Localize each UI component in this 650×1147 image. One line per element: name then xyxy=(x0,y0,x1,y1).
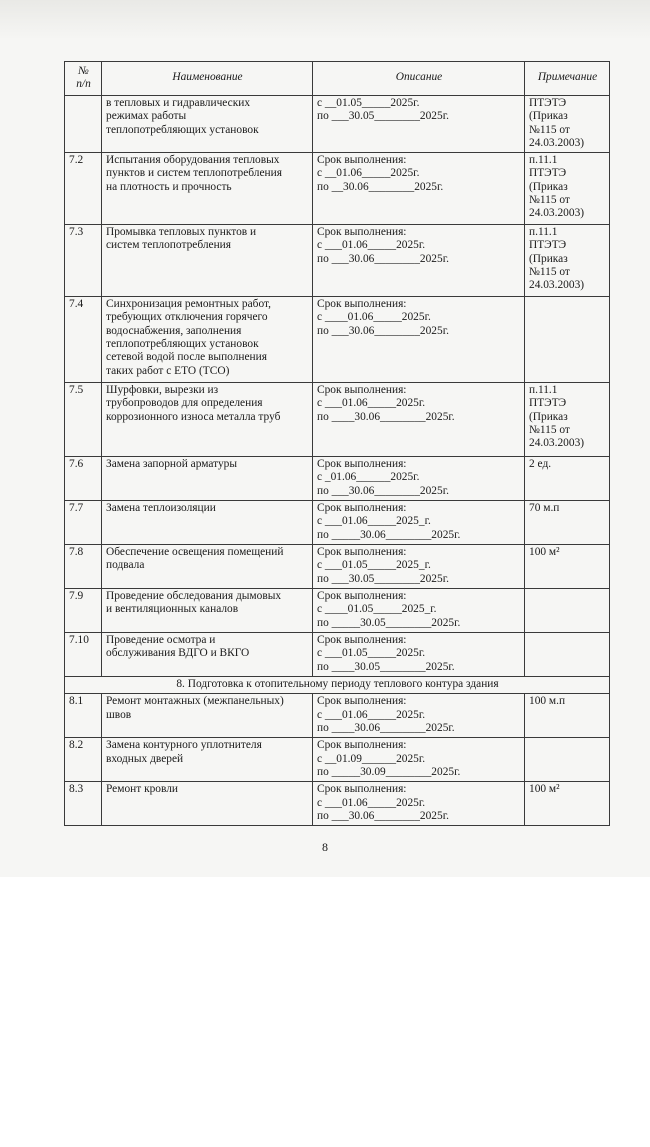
row-number: 7.6 xyxy=(65,457,102,501)
cell-text-line: с ___01.06_____2025_г. xyxy=(317,515,431,528)
cell-text-line: (Приказ xyxy=(529,410,568,423)
row-number: 8.1 xyxy=(65,694,102,738)
table-row xyxy=(65,225,610,297)
row-name xyxy=(102,297,313,383)
row-number: 7.7 xyxy=(65,501,102,545)
table-row xyxy=(65,738,610,782)
cell-text-line: №115 от xyxy=(529,123,570,136)
cell-text-line: Испытания оборудования тепловых xyxy=(106,154,280,167)
cell-text-line: по ___30.05________2025г. xyxy=(317,572,449,585)
page-number: 8 xyxy=(322,840,328,854)
cell-text-line: с _01.06______2025г. xyxy=(317,471,420,484)
cell-text-line: с ___01.06_____2025г. xyxy=(317,796,426,809)
cell-text-line: по _____30.06________2025г. xyxy=(317,528,461,541)
cell-text-line: по __30.06________2025г. xyxy=(317,180,444,193)
row-description xyxy=(313,501,525,545)
table-row xyxy=(65,545,610,589)
row-number: 7.3 xyxy=(65,225,102,297)
row-description xyxy=(313,545,525,589)
cell-text-line: Срок выполнения: xyxy=(317,589,407,602)
row-description xyxy=(313,694,525,738)
cell-text-line: по ___30.06________2025г. xyxy=(317,809,449,822)
cell-text-line: №115 от xyxy=(529,266,570,279)
cell-text-line: с __01.06_____2025г. xyxy=(317,167,420,180)
cell-text-line: Проведение осмотра и xyxy=(106,633,216,646)
row-name xyxy=(102,501,313,545)
cell-text-line: 100 м² xyxy=(529,546,560,559)
cell-text-line: Срок выполнения: xyxy=(317,154,407,167)
row-number: 7.10 xyxy=(65,632,102,676)
cell-text-line: по _____30.05________2025г. xyxy=(317,616,461,629)
cell-text-line: по ___30.05________2025г. xyxy=(317,110,449,123)
row-note xyxy=(525,632,610,676)
cell-text-line: Срок выполнения: xyxy=(317,783,407,796)
row-name xyxy=(102,225,313,297)
cell-text-line: по ____30.05________2025г. xyxy=(317,660,455,673)
table-row xyxy=(65,588,610,632)
section-heading-row xyxy=(65,676,610,693)
cell-text-line: (Приказ xyxy=(529,252,568,265)
cell-text-line: Замена контурного уплотнителя xyxy=(106,739,262,752)
cell-text-line: Срок выполнения: xyxy=(317,633,407,646)
header-number: № п/п xyxy=(65,62,102,96)
header-description: Описание xyxy=(313,62,525,96)
cell-text-line: обслуживания ВДГО и ВКГО xyxy=(106,647,250,660)
cell-text-line: сетевой водой после выполнения xyxy=(106,351,267,364)
cell-text-line: по _____30.09________2025г. xyxy=(317,765,461,778)
cell-text-line: по ___30.06________2025г. xyxy=(317,484,449,497)
row-description xyxy=(313,383,525,457)
cell-text-line: теплопотребляющих установок xyxy=(106,338,259,351)
cell-text-line: Срок выполнения: xyxy=(317,695,407,708)
row-number xyxy=(65,96,102,153)
cell-text-line: Срок выполнения: xyxy=(317,739,407,752)
cell-text-line: 24.03.2003) xyxy=(529,136,585,149)
cell-text-line: подвала xyxy=(106,559,145,572)
row-note xyxy=(525,96,610,153)
row-description xyxy=(313,782,525,826)
cell-text-line: с ___01.06_____2025г. xyxy=(317,397,426,410)
row-description xyxy=(313,153,525,225)
cell-text-line: по ____30.06________2025г. xyxy=(317,410,455,423)
row-name xyxy=(102,588,313,632)
table-header-row xyxy=(65,62,610,96)
cell-text-line: №115 от xyxy=(529,424,570,437)
cell-text-line: п.11.1 xyxy=(529,226,558,239)
row-name xyxy=(102,96,313,153)
row-number: 7.4 xyxy=(65,297,102,383)
cell-text-line: Синхронизация ремонтных работ, xyxy=(106,298,271,311)
cell-text-line: систем теплопотребления xyxy=(106,239,231,252)
cell-text-line: с ___01.06_____2025г. xyxy=(317,708,426,721)
cell-text-line: с ___01.06_____2025г. xyxy=(317,239,426,252)
row-description xyxy=(313,225,525,297)
cell-text-line: Шурфовки, вырезки из xyxy=(106,384,219,397)
cell-text-line: с __01.09______2025г. xyxy=(317,752,426,765)
row-name xyxy=(102,457,313,501)
cell-text-line: и вентиляционных каналов xyxy=(106,603,239,616)
cell-text-line: 2 ед. xyxy=(529,458,552,471)
cell-text-line: по ___30.06________2025г. xyxy=(317,252,449,265)
row-description xyxy=(313,632,525,676)
cell-text-line: в тепловых и гидравлических xyxy=(106,97,251,109)
cell-text-line: Срок выполнения: xyxy=(317,298,407,311)
cell-text-line: Срок выполнения: xyxy=(317,226,407,239)
cell-text-line: водоснабжения, заполнения xyxy=(106,324,242,337)
table-row xyxy=(65,383,610,457)
cell-text-line: пунктов и систем теплопотребления xyxy=(106,167,282,180)
cell-text-line: Срок выполнения: xyxy=(317,384,407,397)
cell-text-line: Срок выполнения: xyxy=(317,458,407,471)
row-note xyxy=(525,782,610,826)
section-title: 8. Подготовка к отопительному периоду теплового контура здания xyxy=(65,676,610,693)
cell-text-line: 70 м.п xyxy=(529,502,560,515)
cell-text-line: Срок выполнения: xyxy=(317,546,407,559)
cell-text-line: теплопотребляющих установок xyxy=(106,123,259,136)
row-note xyxy=(525,694,610,738)
cell-text-line: (Приказ xyxy=(529,110,568,123)
cell-text-line: ПТЭТЭ xyxy=(529,239,567,252)
row-description xyxy=(313,588,525,632)
row-description xyxy=(313,457,525,501)
cell-text-line: №115 от xyxy=(529,194,570,207)
cell-text-line: (Приказ xyxy=(529,180,568,193)
row-name xyxy=(102,153,313,225)
scan-edge-shadow xyxy=(0,0,650,40)
cell-text-line: коррозионного износа металла труб xyxy=(106,410,281,423)
row-name xyxy=(102,738,313,782)
header-name: Наименование xyxy=(102,62,313,96)
cell-text-line: ПТЭТЭ xyxy=(529,397,567,410)
cell-text-line: по ____30.06________2025г. xyxy=(317,721,455,734)
cell-text-line: входных дверей xyxy=(106,752,184,765)
row-name xyxy=(102,383,313,457)
table-row xyxy=(65,153,610,225)
cell-text-line: Обеспечение освещения помещений xyxy=(106,546,284,559)
cell-text-line: требующих отключения горячего xyxy=(106,311,268,324)
row-name xyxy=(102,545,313,589)
row-number: 8.2 xyxy=(65,738,102,782)
table-row xyxy=(65,297,610,383)
cell-text-line: Промывка тепловых пунктов и xyxy=(106,226,257,239)
cell-text-line: с ____01.06_____2025г. xyxy=(317,311,431,324)
cell-text-line: Срок выполнения: xyxy=(317,502,407,515)
table-row xyxy=(65,457,610,501)
cell-text-line: Замена запорной арматуры xyxy=(106,458,237,471)
cell-text-line: с ___01.05_____2025г. xyxy=(317,647,426,660)
row-note xyxy=(525,383,610,457)
row-description xyxy=(313,297,525,383)
row-note xyxy=(525,457,610,501)
row-description xyxy=(313,738,525,782)
cell-text-line: ПТЭТЭ xyxy=(529,167,567,180)
cell-text-line: 24.03.2003) xyxy=(529,437,585,450)
row-number: 7.8 xyxy=(65,545,102,589)
cell-text-line: Проведение обследования дымовых xyxy=(106,589,282,602)
work-plan-table xyxy=(64,61,610,826)
cell-text-line: по ___30.06________2025г. xyxy=(317,324,449,337)
cell-text-line: с __01.05_____2025г. xyxy=(317,97,420,109)
row-number: 8.3 xyxy=(65,782,102,826)
cell-text-line: с ___01.05_____2025_г. xyxy=(317,559,431,572)
cell-text-line: 100 м.п xyxy=(529,695,566,708)
cell-text-line: Ремонт кровли xyxy=(106,783,178,796)
row-name xyxy=(102,632,313,676)
cell-text-line: с ____01.05_____2025_г. xyxy=(317,603,437,616)
cell-text-line: 24.03.2003) xyxy=(529,207,585,220)
cell-text-line: трубопроводов для определения xyxy=(106,397,263,410)
table-row xyxy=(65,632,610,676)
cell-text-line: таких работ с ЕТО (ТСО) xyxy=(106,364,230,377)
row-note xyxy=(525,545,610,589)
table-row xyxy=(65,694,610,738)
cell-text-line: 24.03.2003) xyxy=(529,279,585,292)
row-number: 7.9 xyxy=(65,588,102,632)
cell-text-line: Ремонт монтажных (межпанельных) xyxy=(106,695,284,708)
cell-text-line: на плотность и прочность xyxy=(106,180,232,193)
row-note xyxy=(525,738,610,782)
row-name xyxy=(102,694,313,738)
cell-text-line: 100 м² xyxy=(529,783,560,796)
row-note xyxy=(525,588,610,632)
row-note xyxy=(525,153,610,225)
row-note xyxy=(525,501,610,545)
cell-text-line: швов xyxy=(106,708,132,721)
cell-text-line: режимах работы xyxy=(106,110,187,123)
header-note: Примечание xyxy=(525,62,610,96)
table-row xyxy=(65,501,610,545)
cell-text-line: ПТЭТЭ xyxy=(529,97,567,109)
row-note xyxy=(525,225,610,297)
row-note xyxy=(525,297,610,383)
row-name xyxy=(102,782,313,826)
row-number: 7.2 xyxy=(65,153,102,225)
row-description xyxy=(313,96,525,153)
row-number: 7.5 xyxy=(65,383,102,457)
table-row xyxy=(65,782,610,826)
cell-text-line: п.11.1 xyxy=(529,154,558,167)
table-row xyxy=(65,96,610,153)
cell-text-line: п.11.1 xyxy=(529,384,558,397)
cell-text-line: Замена теплоизоляции xyxy=(106,502,216,515)
